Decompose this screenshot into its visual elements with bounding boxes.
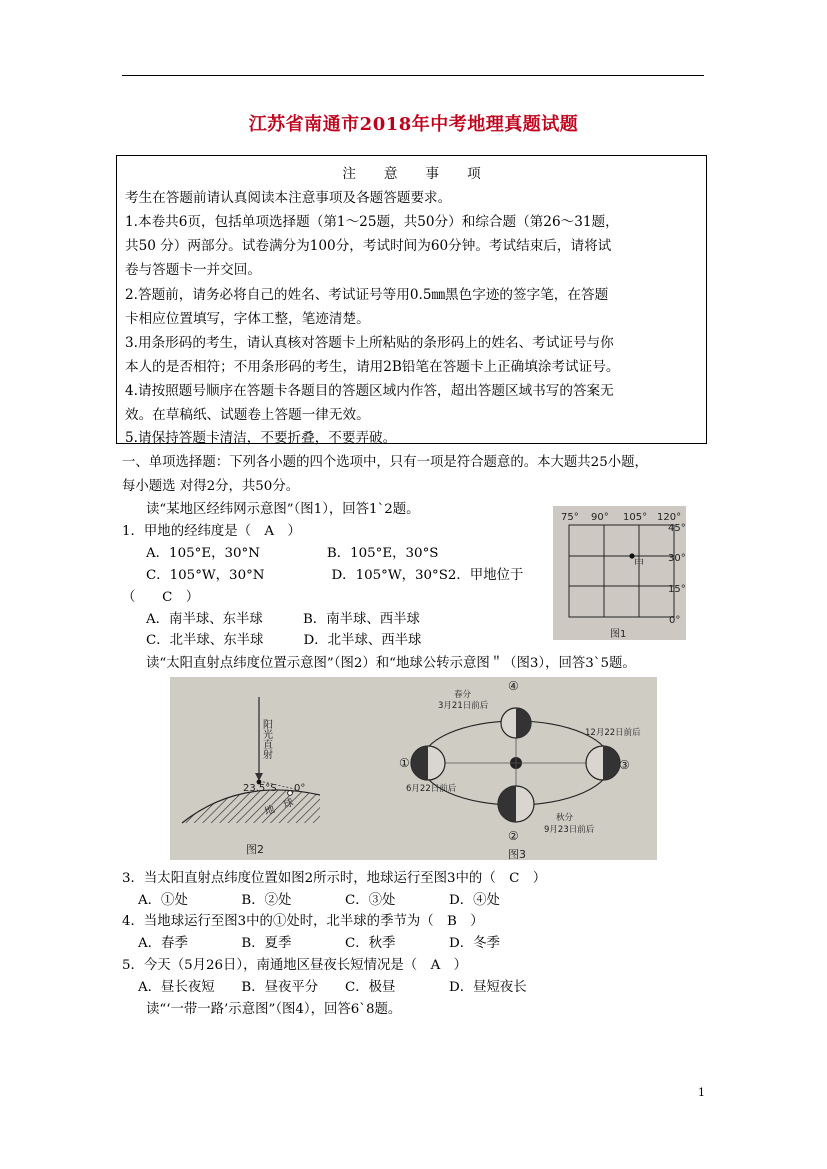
figure-1-grid-map (553, 506, 686, 640)
position-label: ② (508, 829, 519, 843)
notice-line: 考生在答题前请认真阅读本注意事项及各题答题要求。 (125, 190, 452, 206)
question-5-options: A．昼长夜短 B．昼夜平分 C．极昼 D．昼短夜长 (138, 980, 527, 995)
header-rule (122, 75, 704, 76)
section-intro: 每小题选 对得2分，共50分。 (122, 479, 300, 494)
notice-line: 卷与答题卡一并交回。 (125, 262, 261, 278)
lat-label: 15° (668, 584, 686, 595)
question-1: 1．甲地的经纬度是（ A ） (122, 524, 301, 539)
question-3-options: A．①处 B．②处 C．③处 D．④处 (138, 893, 500, 908)
section-intro: 一、单项选择题：下列各小题的四个选项中，只有一项是符合题意的。本大题共25小题， (122, 455, 648, 470)
figure-caption: 图2 (246, 843, 264, 856)
season-label: 秋分 (556, 813, 574, 823)
question-5: 5．今天（5月26日），南通地区昼夜长短情况是（ A ） (122, 958, 468, 973)
point-jia-marker (629, 553, 634, 558)
notice-line: 5.请保持答题卡清洁，不要折叠，不要弄破。 (125, 430, 397, 446)
figure-2-3-panel (170, 677, 657, 860)
notice-line: 4.请按照题号顺序在答题卡各题目的答题区域内作答，超出答题区域书写的答案无 (125, 383, 614, 399)
question-2-options: A．南半球、东半球 B．南半球、西半球 (146, 612, 420, 627)
question-1-options: A．105°E，30°N B．105°E，30°S (146, 546, 439, 561)
read-instruction: 读“太阳直射点纬度位置示意图”（图2）和“地球公转示意图＂（图3），回答3`5题。 (146, 656, 636, 671)
earth-label: 地 球 (263, 797, 296, 818)
lon-label: 120° (657, 512, 682, 523)
position-label: ① (399, 756, 410, 770)
question-1-options: C．105°W，30°N D．105°W，30°S2．甲地位于 (146, 568, 524, 583)
notice-line: 3.用条形码的考生，请认真核对答题卡上所粘贴的条形码上的姓名、考试证号与你 (125, 335, 614, 351)
position-label: ④ (508, 679, 519, 693)
read-instruction: 读“某地区经纬网示意图”（图1），回答1`2题。 (146, 502, 420, 517)
figure-caption: 图3 (508, 848, 526, 860)
sunlight-label: 阳光直射 (260, 719, 272, 759)
point-jia-label: 甲 (634, 559, 644, 570)
position-label: ③ (619, 758, 630, 772)
question-4-options: A．春季 B．夏季 C．秋季 D．冬季 (138, 936, 500, 951)
lon-label: 75° (561, 512, 579, 523)
lon-label: 90° (591, 512, 609, 523)
notice-line: 效。在草稿纸、试题卷上答题一律无效。 (125, 407, 370, 423)
question-3: 3．当太阳直射点纬度位置如图2所示时，地球运行至图3中的（ C ） (122, 871, 547, 886)
lat-label: 0° (669, 615, 681, 626)
date-label: 6月22日前后 (406, 784, 457, 794)
season-label: 春分 (454, 690, 472, 700)
page-number: 1 (698, 1086, 705, 1099)
notice-line: 本人的是否相符；不用条形码的考生，请用2B铅笔在答题卡上正确填涂考试证号。 (125, 359, 620, 375)
page-title: 江苏省南通市2018年中考地理真题试题 (248, 114, 579, 135)
latitude-label: 23.5°S (243, 783, 277, 794)
date-label: 9月23日前后 (544, 825, 595, 835)
notice-line: 2.答题前，请务必将自己的姓名、考试证号等用0.5㎜黑色字迹的签字笔，在答题 (125, 287, 609, 303)
lat-label: 45° (668, 523, 686, 534)
lat-label: 30° (668, 553, 686, 564)
lon-label: 105° (623, 512, 648, 523)
notice-line: 1.本卷共6页，包括单项选择题（第1～25题，共50分）和综合题（第26～31题， (125, 214, 619, 230)
date-label: 3月21日前后 (438, 701, 489, 711)
notice-line: 卡相应位置填写，字体工整，笔迹清楚。 (125, 311, 370, 327)
notice-line: 共50 分）两部分。试卷满分为100分，考试时间为60分钟。考试结束后，请将试 (125, 238, 612, 254)
notice-heading: 注意事项 (342, 166, 509, 182)
date-label: 12月22日前后 (585, 728, 641, 738)
read-instruction: 读“‘一带一路’示意图”（图4），回答6`8题。 (146, 1002, 402, 1017)
notice-box (116, 155, 707, 444)
question-2-answer: （ C ） (122, 590, 200, 605)
equator-label: 0° (294, 783, 306, 794)
question-2-options: C．北半球、东半球 D．北半球、西半球 (146, 633, 422, 648)
figure-caption: 图1 (610, 629, 627, 640)
question-4: 4．当地球运行至图3中的①处时，北半球的季节为（ B ） (122, 914, 484, 929)
